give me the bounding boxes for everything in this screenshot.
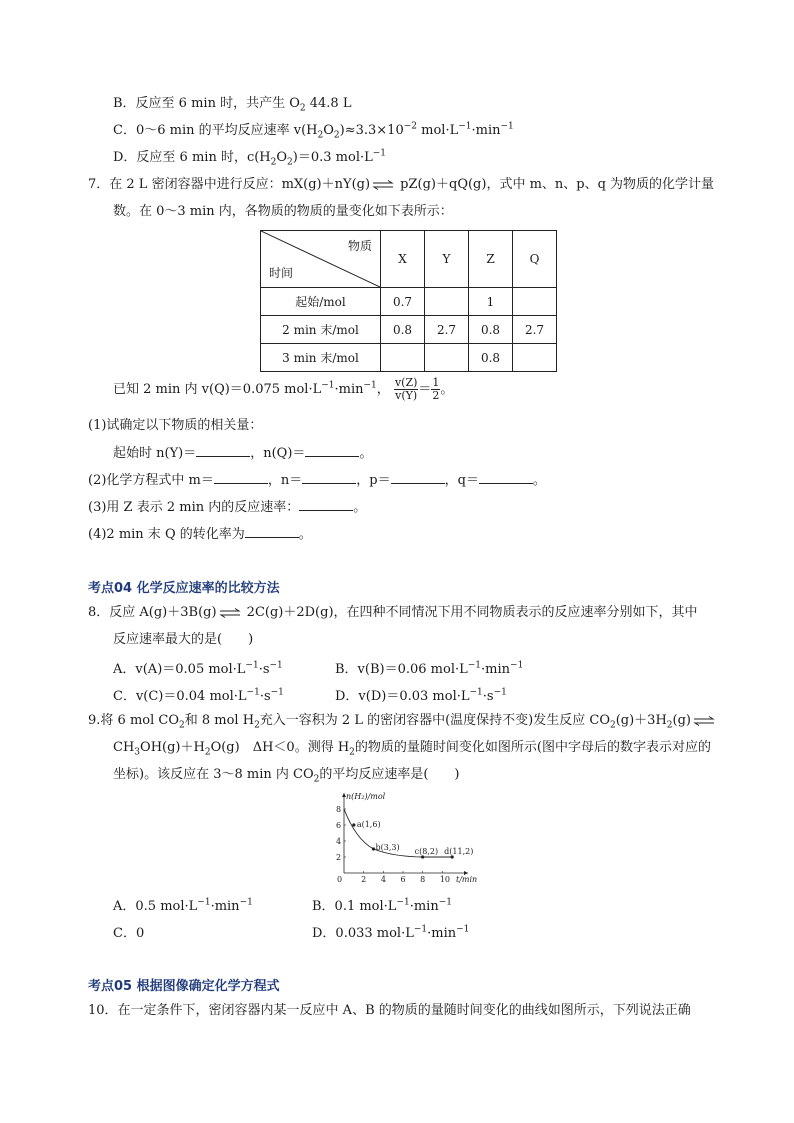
q8-stem-line2: 反应速率最大的是( ) [113,632,254,647]
x-tick-label: 8 [420,875,426,884]
x-tick-label: 10 [439,875,451,884]
x-tick-label: 2 [361,875,367,884]
y-axis-label: n(H₂)/mol [346,792,386,801]
q7-sub4: (4)2 min 末 Q 的转化率为 。 [88,527,312,542]
section-heading-05: 考点05 根据图像确定化学方程式 [88,979,280,994]
answer-blank[interactable] [196,444,250,457]
fraction-one-half: $\frac{1}{2}$ [432,376,440,402]
q8-stem-line1: 8．反应 A(g)＋3B(g) 2C(g)＋2D(g)，在四种不同情况下用不同物质表示的反应速率分别如下，其中 [88,605,698,620]
answer-blank[interactable] [299,498,353,511]
q7-stem-line1: 7．在 2 L 密闭容器中进行反应：mX(g)＋nY(g) pZ(g)＋qQ(g)，式中 m、n、p、q 为物质的化学计量 [88,177,715,192]
table-cell: 0.7 [381,288,425,316]
answer-blank[interactable] [214,471,268,484]
table-cell: 0.8 [469,344,513,372]
header-time: 时间 [269,266,294,280]
q9-option-a[interactable]: A．0.5 $mol\cdot L^{-1}\cdot\min^{-1}$ [113,897,253,914]
q10-stem-line1: 10．在一定条件下，密闭容器内某一反应中 A、B 的物质的量随时间变化的曲线如图所示，下列说法正确 [88,1003,691,1018]
q9-option-d[interactable]: D．0.033 $mol\cdot L^{-1}\cdot\min^{-1}$ [312,924,470,941]
table-cell: 2.7 [425,316,469,344]
y-tick-label: 8 [336,805,342,814]
q7-sub3: (3)用 Z 表示 2 min 内的反应速率： 。 [88,500,367,515]
row-label: 3 min 末/mol [261,344,381,372]
point-label: d(11,2) [444,847,474,856]
q9-stem-line1: 9.将 6 mol $CO_2$和 8 mol $H_2$充入一容积为 2 L 的密闭容器中(温度保持不变)发生反应 $CO_2(g)+3H_2(g)$ [88,712,717,730]
x-axis-label: t/min [456,875,478,884]
table-cell: 1 [469,288,513,316]
table-cell [425,344,469,372]
y-tick-label: 4 [336,837,342,846]
table-cell: 0.8 [469,316,513,344]
answer-blank[interactable] [391,471,445,484]
h2-amount-chart [318,790,478,885]
answer-blank[interactable] [302,471,356,484]
equilibrium-arrow-icon [372,180,394,190]
q7-sub1b: 起始时 n(Y)＝ ，n(Q)＝ 。 [113,446,373,461]
q7-sub2: (2)化学方程式中 m＝ ，n＝ ，p＝ ，q＝ 。 [88,473,546,488]
table-header-corner [261,231,381,288]
table-row [261,288,557,316]
y-tick-label: 6 [336,821,342,830]
answer-blank[interactable] [479,471,533,484]
fraction-vz-vy: $\frac{v(Z)}{v(Y)}$ [394,376,418,402]
point-label: a(1,6) [356,820,381,829]
point-label: b(3,3) [375,843,400,852]
table-row [261,344,557,372]
q7-stem-line2: 数。在 0～3 min 内，各物质的物质的量变化如下表所示： [113,204,453,219]
table-cell [425,288,469,316]
q6-option-b: B．反应至 6 min 时，共产生 $O_2$ 44.8 L [113,96,352,114]
q7-known-condition: 已知 2 min 内 v(Q)＝0.075 $mol\cdot L^{-1}\cdot\min^{-1}$， $\frac{v(Z)}{v(Y)}$ ＝ $\frac{1}{2}$ 。 [113,376,454,402]
table-cell [381,344,425,372]
table-cell: 0.8 [381,316,425,344]
x-tick-label: 0 [337,875,343,884]
col-header: X [381,231,425,288]
q9-stem-line3: 坐标)。该反应在 3～8 min 内 $CO_2$的平均反应速率是( ) [113,767,460,785]
table-row [261,316,557,344]
q9-stem-line2: $CH_3OH(g)+H_2O(g)$ ΔH＜0。测得 $H_2$的物质的量随时间变化如图所示(图中字母后的数字表示对应的 [113,740,711,758]
table-cell [513,344,557,372]
q6-option-c: C．0～6 min 的平均反应速率 $v(H_2O_2)\approx 3.3\times 10^{-2}$ $mol\cdot L^{-1}\cdot\min^{-1}$ [113,121,514,141]
row-label: 起始/mol [261,288,381,316]
col-header: Y [425,231,469,288]
section-heading-04: 考点04 化学反应速率的比较方法 [88,581,280,596]
answer-blank[interactable] [305,444,359,457]
point-label: c(8,2) [414,847,439,856]
equilibrium-arrow-icon [219,608,241,618]
x-tick-label: 4 [380,875,386,884]
col-header: Q [513,231,557,288]
table-cell [513,288,557,316]
q9-option-c[interactable]: C．0 [113,926,145,941]
q7-sub1: (1)试确定以下物质的相关量： [88,418,263,433]
col-header: Z [469,231,513,288]
q8-option-d[interactable]: D．v(D)＝0.03 $mol\cdot L^{-1}\cdot s^{-1}$ [335,687,507,704]
q8-option-c[interactable]: C．v(C)＝0.04 $mol\cdot L^{-1}\cdot s^{-1}$ [113,687,284,704]
q8-option-a[interactable]: A．v(A)＝0.05 $mol\cdot L^{-1}\cdot s^{-1}$ [113,660,283,677]
data-point [352,823,355,826]
answer-blank[interactable] [245,525,299,538]
q8-option-b[interactable]: B．v(B)＝0.06 $mol\cdot L^{-1}\cdot\min^{-1}$ [335,660,524,677]
header-substance: 物质 [347,239,372,253]
x-tick-label: 6 [400,875,406,884]
q7-data-table [260,230,557,372]
equilibrium-arrow-icon [693,716,715,726]
table-cell: 2.7 [513,316,557,344]
q6-option-d: D．反应至 6 min 时，$c(H_2O_2)=0.3$ $mol\cdot L^{-1}$ [113,148,387,168]
q9-option-b[interactable]: B．0.1 $mol\cdot L^{-1}\cdot\min^{-1}$ [312,897,452,914]
row-label: 2 min 末/mol [261,316,381,344]
y-tick-label: 2 [336,853,342,862]
